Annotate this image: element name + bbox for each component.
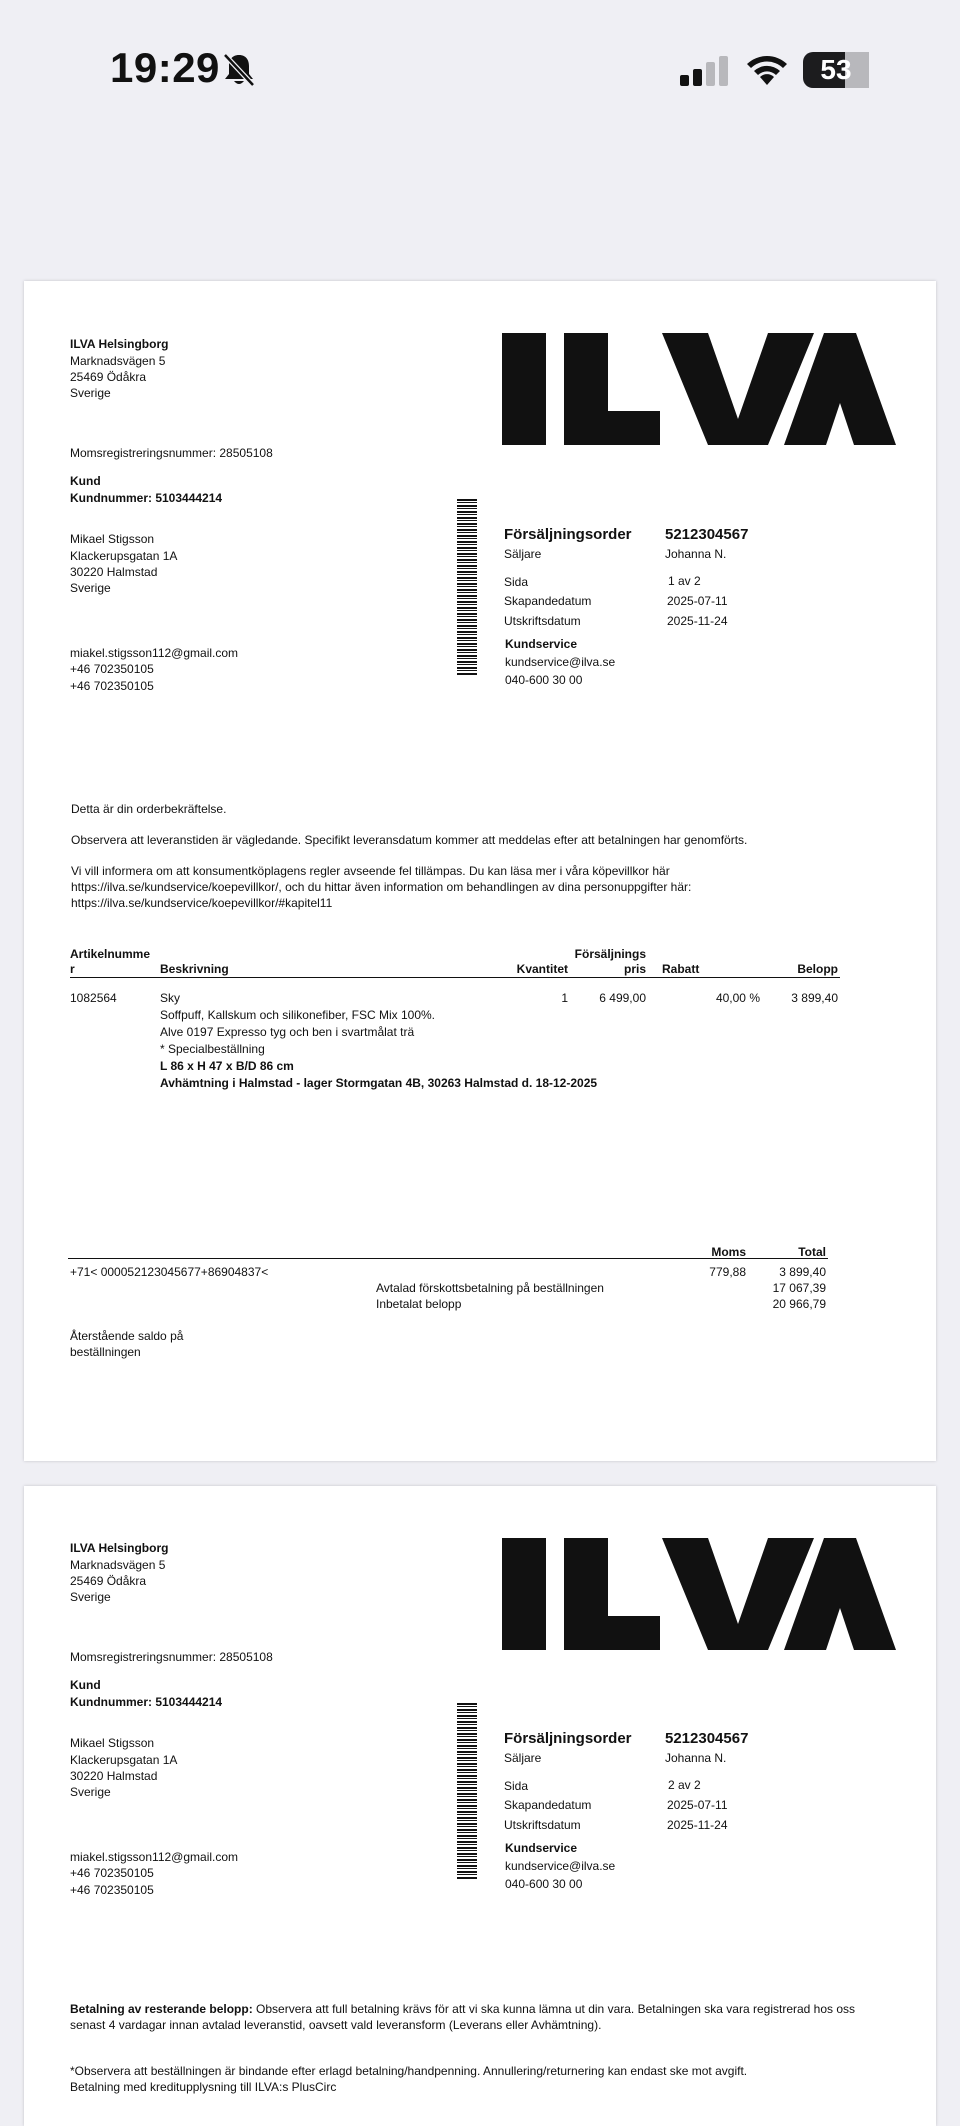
prepay-amount: 17 067,39 xyxy=(772,1281,826,1295)
row-line-3: * Specialbeställning xyxy=(160,1042,265,1056)
seller-label: Säljare xyxy=(504,547,542,561)
company-name: ILVA Helsingborg xyxy=(70,337,169,351)
page-label: Sida xyxy=(504,575,529,589)
order-title: Försäljningsorder xyxy=(504,526,632,543)
intro-line-3a: Vi vill informera om att konsumentköplagens regler avseende fel tillämpas. Du kan läsa mer i våra köpevillkor här xyxy=(71,864,670,878)
customer-number: Kundnummer: 5103444214 xyxy=(70,491,223,505)
wifi-icon xyxy=(745,54,789,86)
service-label: Kundservice xyxy=(505,637,578,651)
header-price-cont: pris xyxy=(623,962,646,976)
company-country: Sverige xyxy=(70,386,111,400)
battery-icon xyxy=(803,52,869,88)
service-label: Kundservice xyxy=(505,1841,578,1855)
binding-note: *Observera att beställningen är bindande efter erlagd betalning/handpenning. Annullering/returnering kan endast ske mot avgift. xyxy=(70,2064,748,2078)
customer-email: miakel.stigsson112@gmail.com xyxy=(70,646,239,660)
seller-label: Säljare xyxy=(504,1751,542,1765)
customer-heading: Kund xyxy=(70,474,101,488)
payment-note xyxy=(70,2001,855,2018)
customer-country: Sverige xyxy=(70,581,111,595)
payment-note-text: Observera att full betalning krävs för att vi ska kunna lämna ut din vara. Betalningen ska vara registrerad hos oss xyxy=(252,2002,856,2016)
created-date: 2025-07-11 xyxy=(667,594,728,608)
status-time: 19:29 xyxy=(110,44,220,91)
row-name: Sky xyxy=(160,991,181,1005)
intro-line-2: Observera att leveranstiden är vägledande. Specifikt leveransdatum kommer att meddelas efter att betalningen har genomförts. xyxy=(71,833,748,847)
payment-note-line-2: senast 4 vardagar innan avtalad leveranstid, oavsett vald leveransform (Leverans eller Avhämtning). xyxy=(70,2018,602,2032)
created-date: 2025-07-11 xyxy=(667,1798,728,1812)
customer-name: Mikael Stigsson xyxy=(70,1736,155,1750)
intro-line-3c: https://ilva.se/kundservice/koepevillkor/#kapitel11 xyxy=(71,896,333,910)
paid-label: Inbetalat belopp xyxy=(376,1297,462,1311)
vat-header: Moms xyxy=(711,1245,746,1259)
customer-street: Klackerupsgatan 1A xyxy=(70,1753,178,1767)
page-value: 2 av 2 xyxy=(668,1778,701,1792)
row-line-4: L 86 x H 47 x B/D 86 cm xyxy=(160,1059,294,1073)
printed-label: Utskriftsdatum xyxy=(504,614,581,628)
order-number: 5212304567 xyxy=(665,526,749,543)
remaining-label-cont: beställningen xyxy=(70,1345,141,1359)
paid-amount: 20 966,79 xyxy=(772,1297,826,1311)
service-email: kundservice@ilva.se xyxy=(505,655,616,669)
header-price: Försäljnings xyxy=(574,947,646,961)
printed-date: 2025-11-24 xyxy=(667,1818,728,1832)
total-amount: 3 899,40 xyxy=(779,1265,826,1279)
row-price: 6 499,00 xyxy=(599,991,646,1005)
printed-date: 2025-11-24 xyxy=(667,614,728,628)
vat-number: Momsregistreringsnummer: 28505108 xyxy=(70,446,273,460)
printed-label: Utskriftsdatum xyxy=(504,1818,581,1832)
customer-phone: +46 702350105 xyxy=(70,662,154,676)
battery-level: 53 xyxy=(820,54,852,85)
header-description: Beskrivning xyxy=(160,962,229,976)
company-street: Marknadsvägen 5 xyxy=(70,1558,166,1572)
payment-note-heading: Betalning av resterande belopp: xyxy=(70,2002,253,2016)
customer-number: Kundnummer: 5103444214 xyxy=(70,1695,223,1709)
intro-line-3b: https://ilva.se/kundservice/koepevillkor/, och du hittar även information om behandlingen av dina personuppgifter här: xyxy=(71,880,692,894)
customer-country: Sverige xyxy=(70,1785,111,1799)
service-phone: 040-600 30 00 xyxy=(505,1877,583,1891)
total-header: Total xyxy=(798,1245,826,1259)
customer-name: Mikael Stigsson xyxy=(70,532,155,546)
barcode xyxy=(457,499,477,675)
row-article: 1082564 xyxy=(70,991,117,1005)
header-article-cont: r xyxy=(70,962,75,976)
bell-slash-icon xyxy=(222,52,256,88)
order-title: Försäljningsorder xyxy=(504,1730,632,1747)
ocr-reference: +71< 000052123045677+86904837< xyxy=(70,1265,269,1279)
row-line-1: Soffpuff, Kallskum och silikonefiber, FSC Mix 100%. xyxy=(160,1008,436,1022)
customer-phone-2: +46 702350105 xyxy=(70,679,154,693)
header-amount: Belopp xyxy=(797,962,838,976)
status-bar xyxy=(0,0,960,140)
created-label: Skapandedatum xyxy=(504,1798,592,1812)
document-page-2 xyxy=(24,1486,936,2126)
company-street: Marknadsvägen 5 xyxy=(70,354,166,368)
seller-name: Johanna N. xyxy=(665,1751,727,1765)
service-phone: 040-600 30 00 xyxy=(505,673,583,687)
document-page-1 xyxy=(24,281,936,1461)
ilva-logo xyxy=(502,1538,896,1650)
row-quantity: 1 xyxy=(561,991,568,1005)
customer-heading: Kund xyxy=(70,1678,101,1692)
cellular-signal-icon xyxy=(680,56,730,86)
customer-postal: 30220 Halmstad xyxy=(70,565,158,579)
company-name: ILVA Helsingborg xyxy=(70,1541,169,1555)
customer-postal: 30220 Halmstad xyxy=(70,1769,158,1783)
company-postal: 25469 Ödåkra xyxy=(70,1574,147,1588)
totals-rule xyxy=(68,1258,828,1259)
vat-amount: 779,88 xyxy=(709,1265,746,1279)
barcode xyxy=(457,1703,477,1879)
prepay-label: Avtalad förskottsbetalning på beställningen xyxy=(376,1281,604,1295)
company-country: Sverige xyxy=(70,1590,111,1604)
page-value: 1 av 2 xyxy=(668,574,701,588)
row-amount: 3 899,40 xyxy=(791,991,838,1005)
row-line-5: Avhämtning i Halmstad - lager Stormgatan 4B, 30263 Halmstad d. 18-12-2025 xyxy=(160,1076,598,1090)
vat-number: Momsregistreringsnummer: 28505108 xyxy=(70,1650,273,1664)
order-number: 5212304567 xyxy=(665,1730,749,1747)
header-quantity: Kvantitet xyxy=(516,962,568,976)
seller-name: Johanna N. xyxy=(665,547,727,561)
created-label: Skapandedatum xyxy=(504,594,592,608)
customer-street: Klackerupsgatan 1A xyxy=(70,549,178,563)
remaining-label: Återstående saldo på xyxy=(70,1329,184,1343)
customer-phone-2: +46 702350105 xyxy=(70,1883,154,1897)
service-email: kundservice@ilva.se xyxy=(505,1859,616,1873)
header-discount: Rabatt xyxy=(662,962,700,976)
intro-line-1: Detta är din orderbekräftelse. xyxy=(71,802,227,816)
customer-phone: +46 702350105 xyxy=(70,1866,154,1880)
customer-email: miakel.stigsson112@gmail.com xyxy=(70,1850,239,1864)
row-line-2: Alve 0197 Expresso tyg och ben i svartmålat trä xyxy=(160,1025,415,1039)
company-postal: 25469 Ödåkra xyxy=(70,370,147,384)
row-discount: 40,00 % xyxy=(715,991,760,1005)
page-label: Sida xyxy=(504,1779,529,1793)
table-header-rule xyxy=(70,977,840,978)
header-article: Artikelnumme xyxy=(70,947,151,961)
credit-note-partial: Betalning med kreditupplysning till ILVA:s PlusCirc xyxy=(70,2080,337,2094)
ilva-logo xyxy=(502,333,896,445)
